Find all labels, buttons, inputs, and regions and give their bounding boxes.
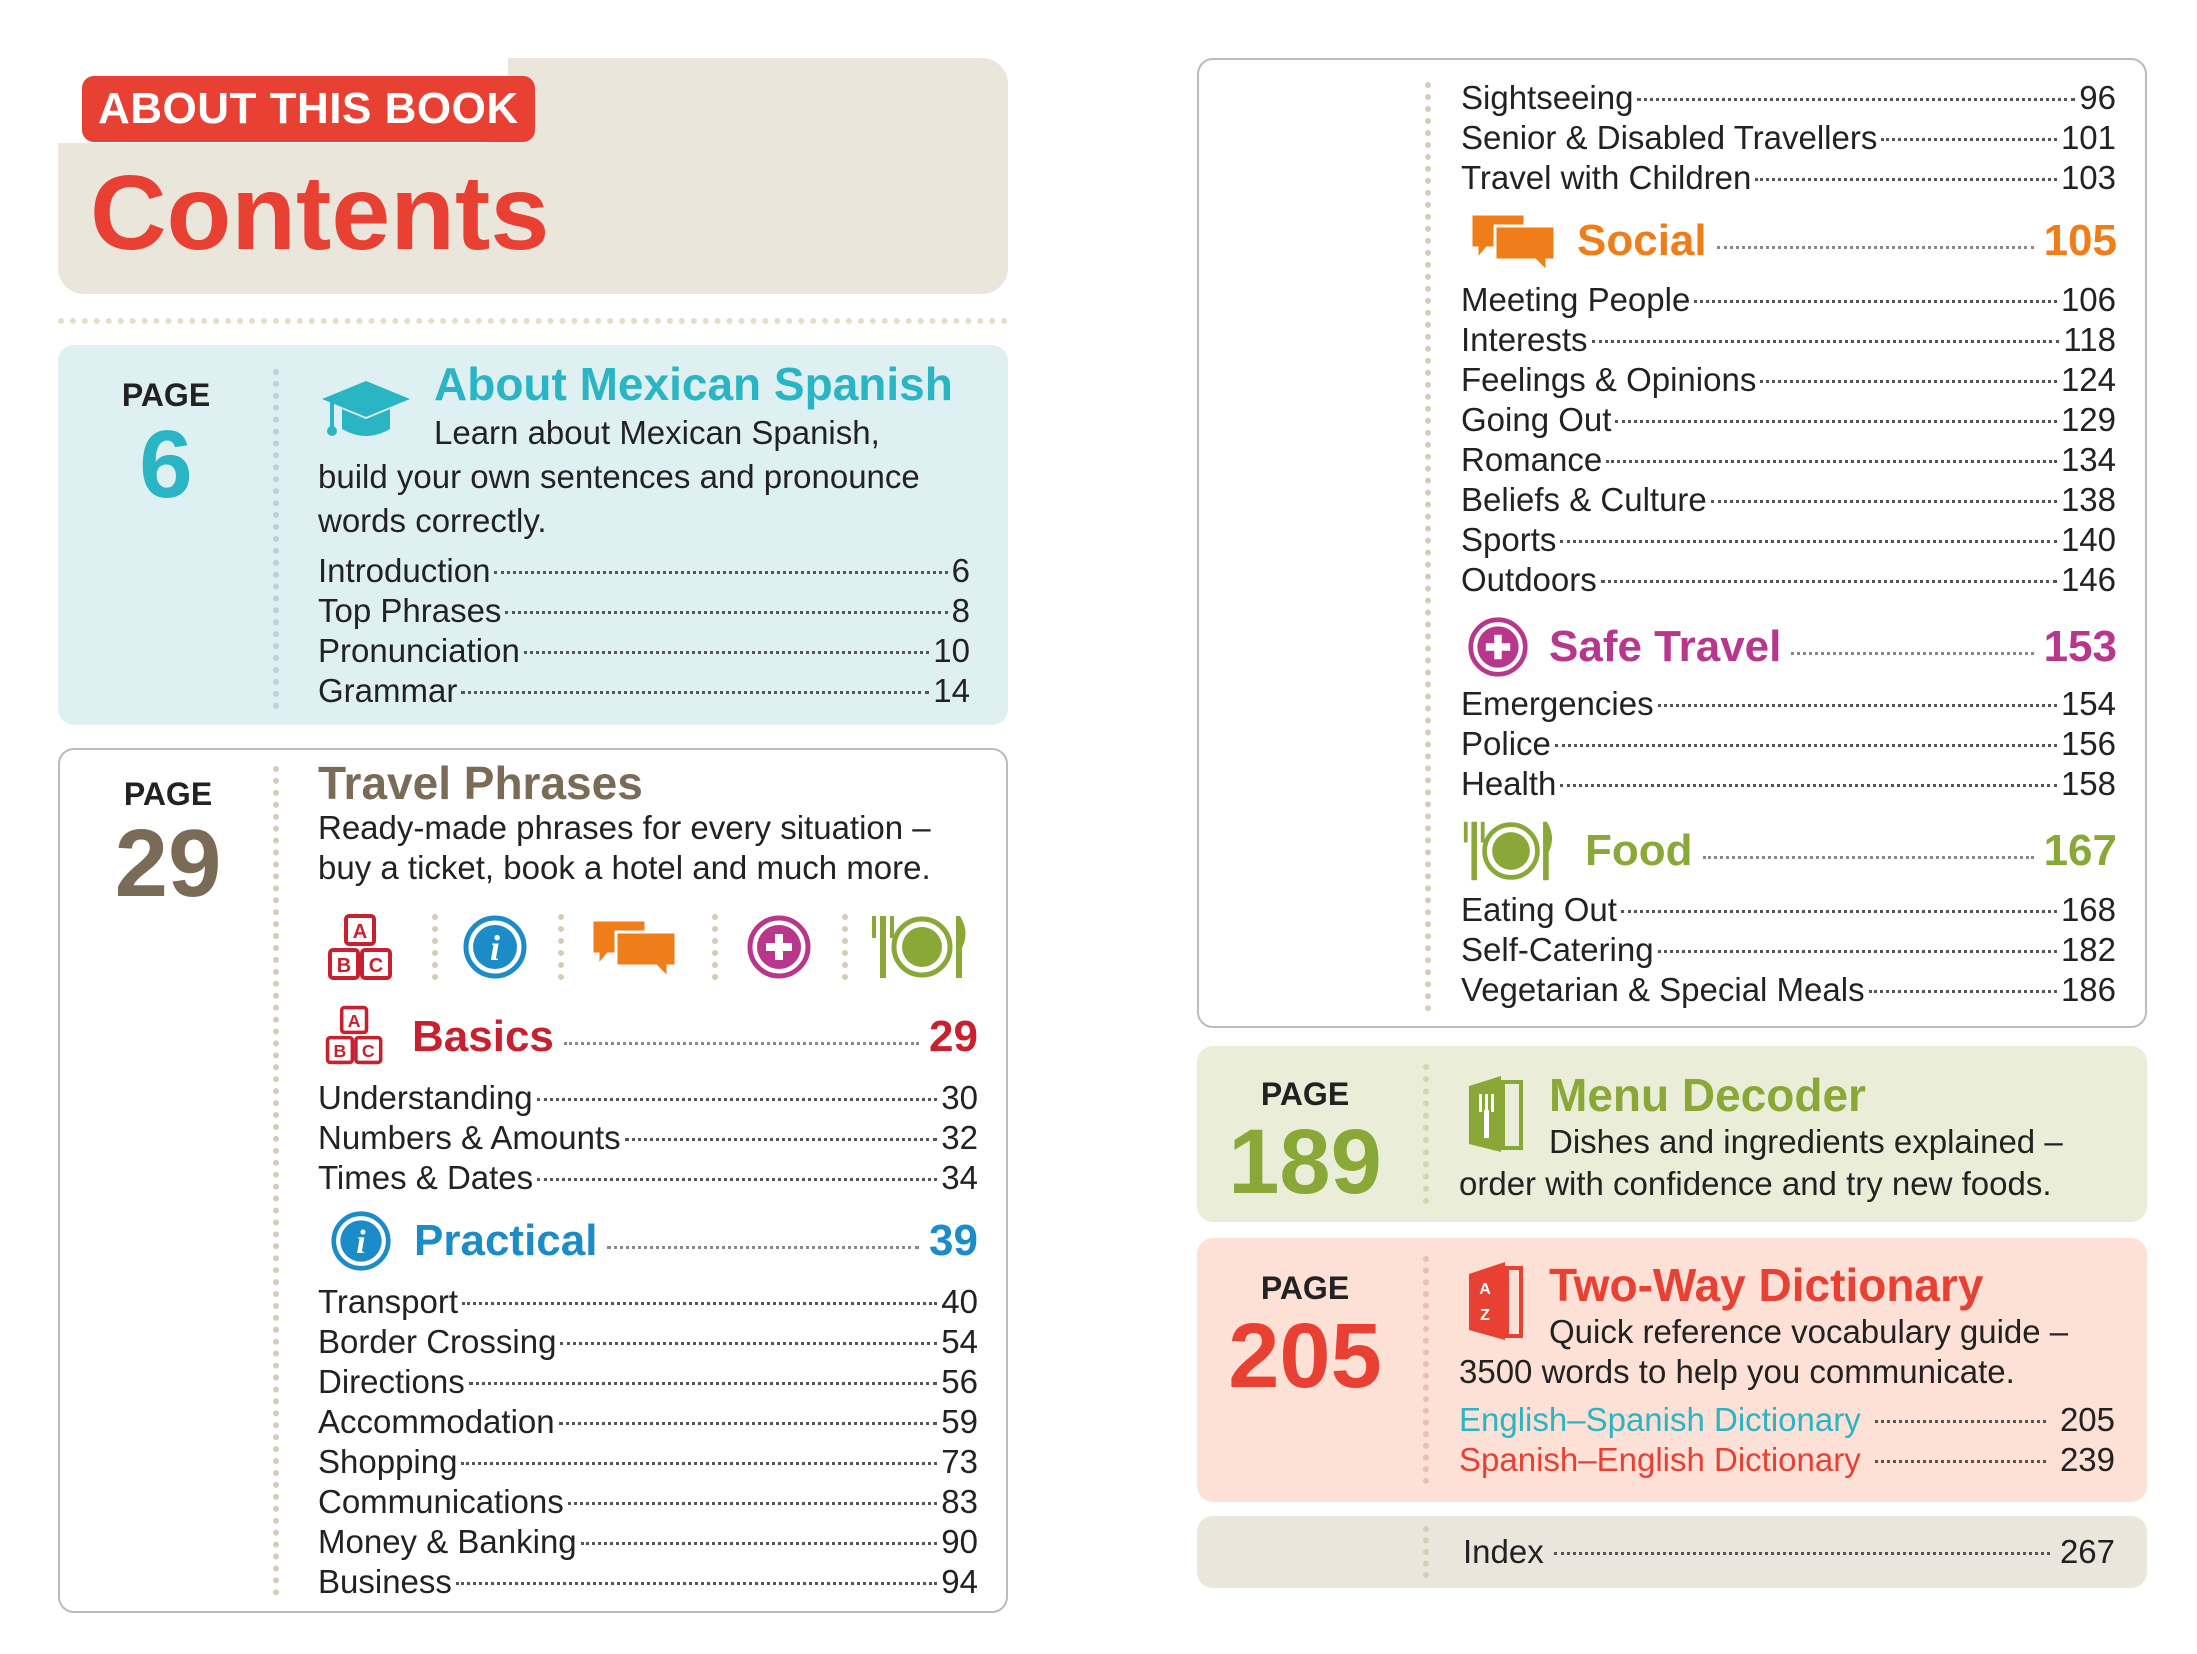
toc-entry[interactable] — [318, 631, 970, 671]
toc-entry[interactable] — [1461, 78, 2116, 118]
toc-entry[interactable] — [1459, 1400, 2115, 1440]
toc-label: Emergencies — [1461, 685, 1654, 722]
toc-entry[interactable] — [1461, 520, 2116, 560]
page-label: PAGE — [123, 776, 213, 812]
heading-page: 29 — [929, 1012, 978, 1061]
svg-text:C: C — [368, 955, 384, 977]
abc-blocks-icon — [324, 1004, 386, 1066]
plus-circle-icon — [1467, 616, 1529, 678]
toc-entry[interactable] — [318, 1282, 978, 1322]
toc-page: 205 — [2059, 1401, 2115, 1438]
svg-text:C: C — [361, 1041, 375, 1062]
travel-phrases-continued — [1197, 58, 2147, 1028]
vertical-divider — [1423, 1256, 1429, 1484]
info-icon — [462, 914, 528, 980]
icon-divider — [842, 914, 848, 980]
toc-entry[interactable] — [318, 1322, 978, 1362]
speech-bubbles-icon — [588, 916, 680, 980]
toc-label: Times & Dates — [318, 1159, 534, 1196]
leader-dots — [1555, 744, 2057, 747]
toc-entry[interactable] — [318, 1078, 978, 1118]
toc-label: Health — [1461, 765, 1557, 802]
vertical-divider — [273, 766, 279, 1596]
dictionary-book-icon — [1465, 1260, 1525, 1342]
toc-page: 138 — [2060, 481, 2116, 518]
toc-label: Introduction — [318, 552, 491, 589]
toc-page: 40 — [941, 1283, 978, 1320]
leader-dots — [1717, 246, 2034, 249]
toc-page: 129 — [2060, 401, 2116, 438]
svg-text:B: B — [336, 955, 352, 977]
toc-label: Shopping — [318, 1443, 458, 1480]
section-heading-safe-travel[interactable] — [1549, 622, 2117, 672]
toc-page: 32 — [941, 1119, 978, 1156]
toc-label: Eating Out — [1461, 891, 1617, 928]
leader-dots — [462, 1302, 937, 1305]
dictionary-section — [1197, 1238, 2147, 1502]
page-number: 205 — [1228, 1305, 1382, 1407]
leader-dots — [607, 1246, 919, 1249]
section-heading-social[interactable] — [1577, 216, 2117, 266]
leader-dots — [1791, 652, 2033, 655]
toc-label: Border Crossing — [318, 1323, 557, 1360]
leader-dots — [1755, 178, 2057, 181]
toc-label: Spanish–English Dictionary — [1459, 1441, 1861, 1478]
toc-entry[interactable] — [1459, 1440, 2115, 1480]
icon-divider — [432, 914, 438, 980]
leader-dots — [524, 651, 929, 654]
vertical-divider — [1425, 82, 1431, 1012]
toc-page: 267 — [2059, 1533, 2115, 1570]
section-description: Ready-made phrases for every situation – — [318, 809, 931, 846]
menu-book-icon — [1465, 1074, 1525, 1154]
toc-label: Sports — [1461, 521, 1557, 558]
vertical-divider — [1423, 1526, 1429, 1578]
leader-dots — [1560, 784, 2057, 787]
toc-page: 134 — [2060, 441, 2116, 478]
toc-entry[interactable] — [1461, 280, 2116, 320]
toc-label: Accommodation — [318, 1403, 555, 1440]
toc-page: 14 — [933, 672, 970, 709]
svg-text:A: A — [1479, 1281, 1491, 1298]
leader-dots — [1760, 380, 2057, 383]
heading-page: 153 — [2043, 622, 2117, 671]
toc-label: Travel with Children — [1461, 159, 1752, 196]
toc-label: Police — [1461, 725, 1551, 762]
toc-label: Self-Catering — [1461, 931, 1654, 968]
leader-dots — [1601, 580, 2057, 583]
icon-divider — [558, 914, 564, 980]
plate-cutlery-icon — [1461, 818, 1561, 884]
toc-label: Romance — [1461, 441, 1603, 478]
leader-dots — [1703, 856, 2034, 859]
section-description: words correctly. — [318, 502, 547, 539]
toc-label: Grammar — [318, 672, 458, 709]
toc-label: Feelings & Opinions — [1461, 361, 1757, 398]
heading-page: 167 — [2043, 826, 2117, 875]
leader-dots — [461, 1462, 937, 1465]
info-icon — [330, 1210, 392, 1272]
toc-entry[interactable] — [1461, 560, 2116, 600]
toc-label: Vegetarian & Special Meals — [1461, 971, 1865, 1008]
page-label: PAGE — [1260, 1270, 1350, 1306]
toc-label: Understanding — [318, 1079, 533, 1116]
section-description: Quick reference vocabulary guide – — [1549, 1313, 2069, 1350]
toc-label: Directions — [318, 1363, 465, 1400]
toc-entry[interactable] — [1463, 1532, 2115, 1572]
leader-dots — [1615, 420, 2057, 423]
section-title: About Mexican Spanish — [434, 358, 953, 410]
toc-label: Transport — [318, 1283, 458, 1320]
toc-entry[interactable] — [318, 1522, 978, 1562]
page-number: 189 — [1228, 1111, 1382, 1213]
section-heading-practical[interactable] — [414, 1216, 978, 1266]
leader-dots — [581, 1542, 938, 1545]
toc-page: 168 — [2060, 891, 2116, 928]
leader-dots — [461, 691, 929, 694]
leader-dots — [537, 1178, 937, 1181]
heading-title: Safe Travel — [1549, 622, 1782, 671]
toc-page: 6 — [951, 552, 970, 589]
toc-entry[interactable] — [1461, 684, 2116, 724]
toc-entry[interactable] — [1461, 480, 2116, 520]
toc-page: 118 — [2063, 321, 2116, 358]
toc-page: 73 — [941, 1443, 978, 1480]
heading-title: Practical — [414, 1216, 598, 1265]
toc-entry[interactable] — [318, 551, 970, 591]
leader-dots — [456, 1582, 937, 1585]
toc-entry[interactable] — [1461, 440, 2116, 480]
toc-label: Business — [318, 1563, 452, 1600]
toc-label: Interests — [1461, 321, 1588, 358]
speech-bubbles-icon — [1467, 210, 1559, 274]
toc-label: Going Out — [1461, 401, 1612, 438]
toc-page: 96 — [2079, 79, 2116, 116]
toc-label: Index — [1463, 1533, 1544, 1570]
heading-page: 105 — [2043, 216, 2117, 265]
section-title: Travel Phrases — [318, 757, 643, 809]
section-title: Menu Decoder — [1549, 1069, 1866, 1121]
toc-page: 8 — [951, 592, 970, 629]
svg-text:A: A — [347, 1011, 361, 1032]
toc-page: 101 — [2060, 119, 2116, 156]
toc-label: Communications — [318, 1483, 564, 1520]
leader-dots — [1658, 950, 2057, 953]
leader-dots — [1875, 1460, 2046, 1463]
toc-entry[interactable] — [1461, 400, 2116, 440]
toc-page: 124 — [2060, 361, 2116, 398]
toc-entry[interactable] — [1461, 930, 2116, 970]
section-description: Dishes and ingredients explained – — [1549, 1123, 2063, 1160]
toc-page: 54 — [941, 1323, 978, 1360]
toc-entry[interactable] — [1461, 320, 2116, 360]
toc-entry[interactable] — [1461, 724, 2116, 764]
heading-title: Food — [1585, 826, 1693, 875]
plate-cutlery-icon — [870, 912, 974, 982]
leader-dots — [1606, 460, 2057, 463]
section-description: Learn about Mexican Spanish, — [434, 414, 880, 451]
toc-page: 34 — [941, 1159, 978, 1196]
toc-label: Money & Banking — [318, 1523, 577, 1560]
toc-page: 59 — [941, 1403, 978, 1440]
toc-entry[interactable] — [1461, 764, 2116, 804]
toc-page: 10 — [933, 632, 970, 669]
page-number: 29 — [114, 810, 222, 917]
page-title: Contents — [90, 154, 550, 272]
toc-entry[interactable] — [1461, 970, 2116, 1010]
toc-page: 186 — [2060, 971, 2116, 1008]
heading-page: 39 — [929, 1216, 978, 1265]
page-number: 6 — [139, 411, 193, 518]
heading-title: Basics — [412, 1012, 554, 1061]
section-description: build your own sentences and pronounce — [318, 458, 920, 495]
leader-dots — [1554, 1552, 2050, 1555]
toc-label: Outdoors — [1461, 561, 1597, 598]
section-title: Two-Way Dictionary — [1549, 1259, 1984, 1311]
menu-decoder-section — [1197, 1046, 2147, 1222]
toc-entry[interactable] — [318, 1362, 978, 1402]
svg-text:A: A — [352, 921, 368, 943]
toc-label: Numbers & Amounts — [318, 1119, 621, 1156]
travel-phrases-section — [58, 748, 1008, 1613]
toc-label: Beliefs & Culture — [1461, 481, 1707, 518]
toc-page: 158 — [2060, 765, 2116, 802]
toc-page: 106 — [2060, 281, 2116, 318]
toc-label: Meeting People — [1461, 281, 1691, 318]
abc-blocks-icon — [328, 912, 394, 982]
leader-dots — [1592, 340, 2060, 343]
toc-entry[interactable] — [318, 1442, 978, 1482]
vertical-divider — [273, 369, 279, 709]
toc-entry[interactable] — [318, 591, 970, 631]
leader-dots — [1881, 138, 2057, 141]
toc-label: Pronunciation — [318, 632, 520, 669]
leader-dots — [1560, 540, 2057, 543]
toc-label: Senior & Disabled Travellers — [1461, 119, 1878, 156]
svg-text:i: i — [489, 928, 501, 968]
about-section — [58, 345, 1008, 725]
section-heading-basics[interactable] — [412, 1012, 978, 1062]
toc-entry[interactable] — [318, 1118, 978, 1158]
section-description: order with confidence and try new foods. — [1459, 1165, 2052, 1202]
leader-dots — [1875, 1420, 2046, 1423]
index-section — [1197, 1516, 2147, 1588]
toc-page: 239 — [2059, 1441, 2115, 1478]
leader-dots — [1711, 500, 2057, 503]
leader-dots — [625, 1138, 938, 1141]
leader-dots — [537, 1098, 938, 1101]
toc-entry[interactable] — [1461, 118, 2116, 158]
graduation-cap-icon — [320, 375, 412, 447]
toc-page: 156 — [2060, 725, 2116, 762]
section-description: 3500 words to help you communicate. — [1459, 1353, 2015, 1390]
toc-page: 83 — [941, 1483, 978, 1520]
toc-label: Sightseeing — [1461, 79, 1634, 116]
toc-entry[interactable] — [1461, 890, 2116, 930]
leader-dots — [559, 1422, 938, 1425]
about-this-book-tag: ABOUT THIS BOOK — [82, 76, 535, 142]
leader-dots — [560, 1342, 937, 1345]
leader-dots — [1694, 300, 2057, 303]
toc-page: 90 — [941, 1523, 978, 1560]
header-divider — [58, 318, 1008, 324]
toc-entry[interactable] — [1461, 360, 2116, 400]
toc-entry[interactable] — [1461, 158, 2116, 198]
page-label: PAGE — [1260, 1076, 1350, 1112]
page-label: PAGE — [121, 377, 211, 413]
svg-text:i: i — [356, 1224, 366, 1262]
leader-dots — [568, 1502, 938, 1505]
leader-dots — [564, 1042, 919, 1045]
toc-page: 56 — [941, 1363, 978, 1400]
leader-dots — [505, 611, 947, 614]
toc-entry[interactable] — [318, 1562, 978, 1602]
toc-page: 154 — [2060, 685, 2116, 722]
svg-text:Z: Z — [1480, 1307, 1490, 1324]
leader-dots — [1869, 990, 2057, 993]
toc-page: 103 — [2060, 159, 2116, 196]
toc-page: 146 — [2060, 561, 2116, 598]
section-description: buy a ticket, book a hotel and much more. — [318, 849, 931, 886]
toc-label: English–Spanish Dictionary — [1459, 1401, 1861, 1438]
leader-dots — [469, 1382, 938, 1385]
toc-entry[interactable] — [318, 671, 970, 711]
vertical-divider — [1423, 1064, 1429, 1204]
plus-circle-icon — [746, 914, 812, 980]
toc-entry[interactable] — [318, 1482, 978, 1522]
toc-label: Top Phrases — [318, 592, 502, 629]
toc-page: 140 — [2060, 521, 2116, 558]
heading-title: Social — [1577, 216, 1707, 265]
toc-page: 30 — [941, 1079, 978, 1116]
svg-text:B: B — [333, 1041, 347, 1062]
toc-page: 182 — [2060, 931, 2116, 968]
toc-entry[interactable] — [318, 1402, 978, 1442]
toc-entry[interactable] — [318, 1158, 978, 1198]
leader-dots — [1637, 98, 2075, 101]
section-heading-food[interactable] — [1585, 826, 2117, 876]
icon-divider — [712, 914, 718, 980]
toc-page: 94 — [941, 1563, 978, 1600]
leader-dots — [1658, 704, 2057, 707]
leader-dots — [1621, 910, 2057, 913]
leader-dots — [494, 571, 947, 574]
